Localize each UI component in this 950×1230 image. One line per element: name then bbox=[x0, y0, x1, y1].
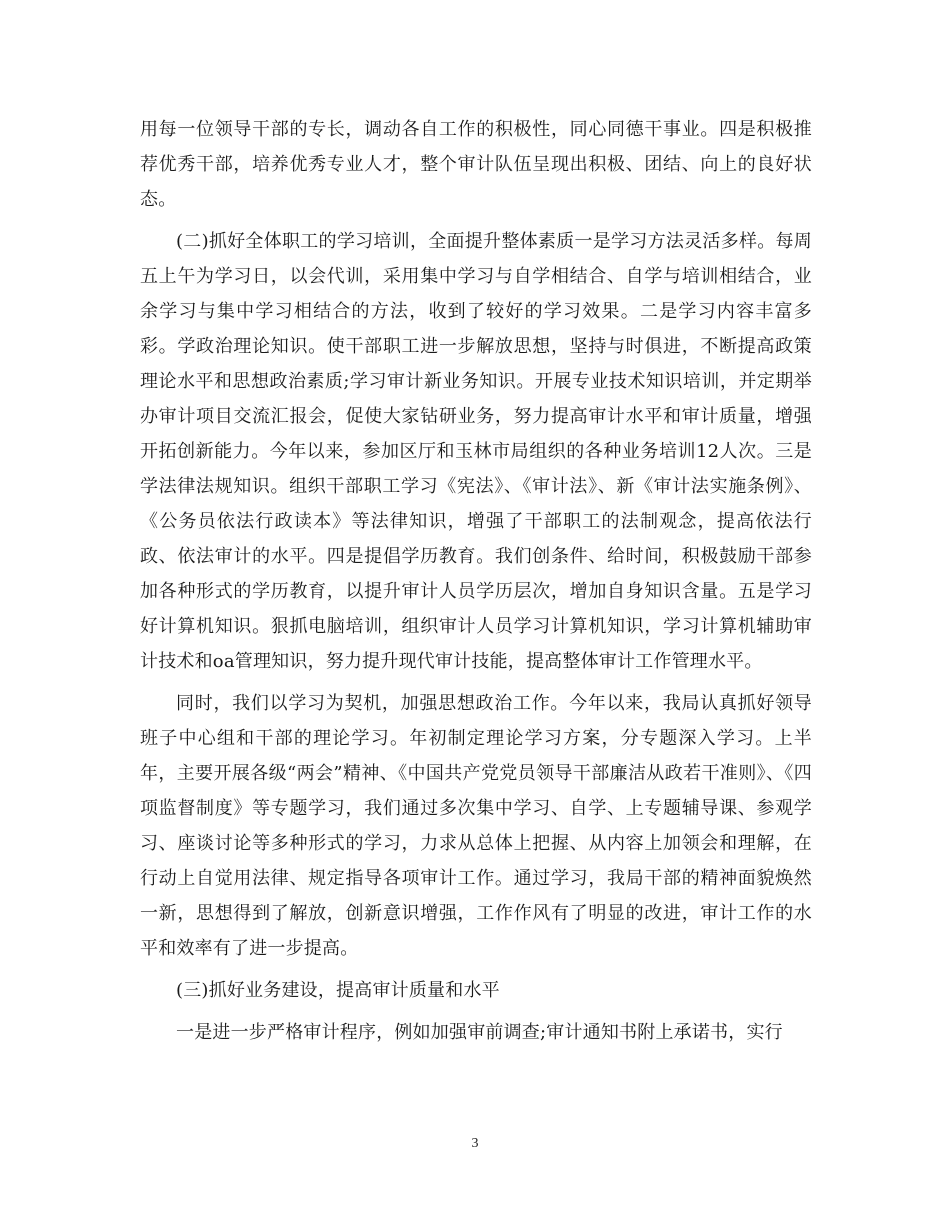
paragraph-2: (二)抓好全体职工的学习培训，全面提升整体素质一是学习方法灵活多样。每周五上午为学习日，以会代训，采用集中学习与自学相结合、自学与培训相结合，业余学习与集中学习相结合的方法，收到了较好的学习效果。二是学习内容丰富多彩。学政治理论知识。使干部职工进一步解放思想，坚持与时俱进，不断提高政策理论水平和思想政治素质;学习审计新业务知识。开展专业技术知识培训，并定期举办审计项目交流汇报会，促使大家钻研业务，努力提高审计水平和审计质量，增强开拓创新能力。今年以来，参加区厅和玉林市局组织的各种业务培训12人次。三是学法律法规知识。组织干部职工学习《宪法》、《审计法》、新《审计法实施条例》、《公务员依法行政读本》等法律知识，增强了干部职工的法制观念，提高依法行政、依法审计的水平。四是提倡学历教育。我们创条件、给时间，积极鼓励干部参加各种形式的学历教育，以提升审计人员学历层次，增加自身知识含量。五是学习好计算机知识。狠抓电脑培训，组织审计人员学习计算机知识，学习计算机辅助审计技术和oa管理知识，努力提升现代审计技能，提高整体审计工作管理水平。 bbox=[140, 231, 812, 672]
section-heading-3: (三)抓好业务建设，提高审计质量和水平 bbox=[176, 980, 500, 1001]
paragraph-3: 同时，我们以学习为契机，加强思想政治工作。今年以来，我局认真抓好领导班子中心组和干部的理论学习。年初制定理论学习方案，分专题深入学习。上半年，主要开展各级“两会”精神、《中国共产党党员领导干部廉洁从政若干准则》、《四项监督制度》等专题学习，我们通过多次集中学习、自学、上专题辅导课、参观学习、座谈讨论等多种形式的学习，力求从总体上把握、从内容上加领会和理解，在行动上自觉用法律、规定指导各项审计工作。通过学习，我局干部的精神面貌焕然一新，思想得到了解放，创新意识增强，工作作风有了明显的改进，审计工作的水平和效率有了进一步提高。 bbox=[140, 693, 812, 959]
paragraph-1: 用每一位领导干部的专长，调动各自工作的积极性，同心同德干事业。四是积极推荐优秀干部，培养优秀专业人才，整个审计队伍呈现出积极、团结、向上的良好状态。 bbox=[140, 119, 812, 210]
page-number: 3 bbox=[471, 1136, 479, 1151]
paragraph-5: 一是进一步严格审计程序，例如加强审前调查;审计通知书附上承诺书，实行 bbox=[176, 1022, 783, 1043]
document-body bbox=[140, 112, 812, 1057]
